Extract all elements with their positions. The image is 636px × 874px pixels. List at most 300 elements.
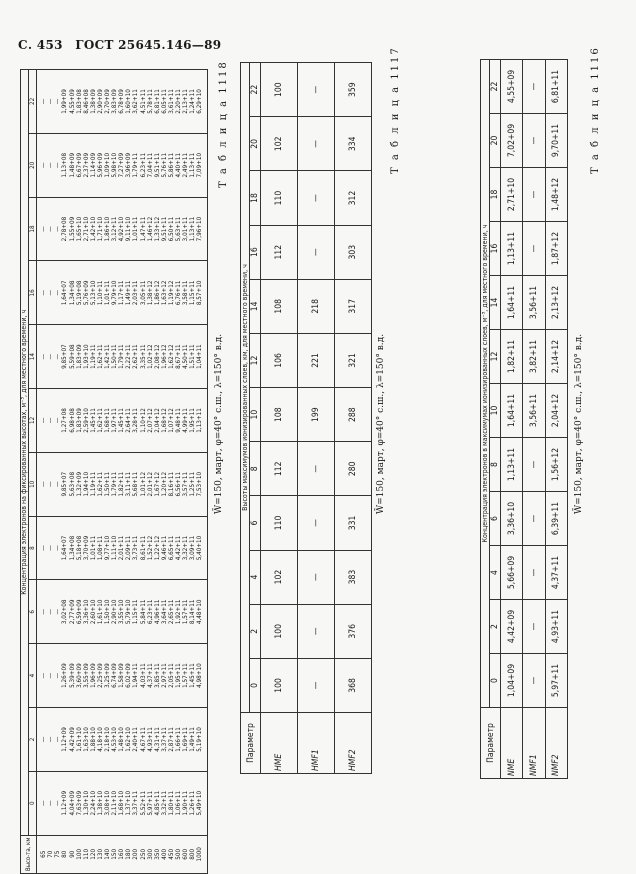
hour-header: 6 (250, 496, 261, 550)
table-cell: 3,36+10 (501, 492, 523, 546)
table-cell: 3,83+09 (111, 89, 119, 114)
table-cell: 1,13+11 (501, 222, 523, 276)
table-cell: 6,29+10 (196, 89, 204, 114)
hour-header: 10 (490, 384, 501, 438)
hour-header: 8 (490, 438, 501, 492)
height-value: 400 (160, 848, 168, 860)
table-cell: 4,99+11 (182, 408, 190, 433)
table-cell: — (54, 481, 62, 488)
table-cell: 1,13+11 (501, 438, 523, 492)
table-cell: 1,96+09 (89, 663, 97, 688)
table-cell: 1,12+09 (61, 727, 69, 752)
table-cell: 5,18+08 (75, 535, 83, 561)
table-cell: 1,94+11 (132, 663, 140, 688)
table-cell: 218 (298, 279, 335, 333)
table-cell: 1,61+10 (96, 599, 104, 625)
table-cell: 1,27+08 (61, 408, 69, 433)
table-cell: 4,04+09 (68, 790, 76, 816)
table-cell: 2,08+12 (153, 344, 161, 369)
table-cell: 2,71+10 (501, 168, 523, 222)
table-cell: 1,87+12 (545, 222, 567, 276)
table-row (261, 63, 298, 774)
table-cell: 4,48+10 (196, 599, 204, 625)
table-cell: 1,94+10 (82, 471, 90, 497)
table-cell: — (54, 162, 62, 169)
hour-column (37, 70, 208, 134)
hour-header: 16 (250, 225, 261, 279)
table-cell: 1,50+11 (104, 471, 112, 497)
table-cell: 1,09+10 (104, 152, 112, 178)
table-cell: — (54, 736, 62, 743)
table-cell: — (47, 226, 55, 232)
table-cell: 1,01+12 (139, 471, 147, 497)
table-cell: 3,60+09 (75, 663, 83, 688)
table-cell: 1,50+10 (104, 599, 112, 625)
table-cell: 2,87+11 (167, 727, 175, 752)
table-cell: 1,47+11 (139, 216, 147, 242)
height-value: 140 (104, 848, 112, 860)
table-cell: 5,13+10 (89, 280, 97, 306)
table-cell: 6,65+11 (167, 535, 175, 561)
table-cell: 2,97+11 (160, 663, 168, 688)
table-cell: 7,04+11 (146, 152, 154, 178)
table-cell: 1,62+11 (96, 408, 104, 433)
table-1116-label: Т а б л и ц а 1116 (590, 46, 601, 174)
table-cell: 1,86+10 (104, 216, 112, 242)
table-cell: 2,65+11 (167, 599, 175, 625)
table-cell: 1,69+11 (182, 727, 190, 752)
table-cell: 3,96+09 (125, 152, 133, 178)
table-cell: 1,12+09 (61, 790, 69, 816)
hour-header: 16 (490, 222, 501, 276)
table-cell: 1,79+11 (132, 152, 140, 178)
table-cell: 1,49+11 (189, 727, 197, 752)
table-cell: 9,79+10 (111, 280, 119, 306)
table-cell: 5,39+09 (68, 663, 76, 688)
table-cell: — (47, 608, 55, 615)
hour-header: 14 (490, 276, 501, 330)
table-cell: — (523, 438, 545, 492)
height-value: 100 (75, 848, 83, 860)
table-cell: — (40, 226, 48, 232)
hour-header: 0 (29, 771, 37, 835)
table-cell: 112 (261, 442, 298, 496)
table-cell: 5,49+10 (196, 790, 204, 816)
hour-header: 22 (29, 70, 37, 134)
table-cell: 1,64+07 (61, 535, 69, 561)
table-cell: 3,82+11 (523, 330, 545, 384)
table-cell: 1,04+09 (501, 654, 523, 708)
table-cell: 1,57+11 (182, 599, 190, 625)
table-cell: 102 (261, 550, 298, 604)
table-cell: — (40, 736, 48, 743)
table-cell: — (298, 604, 335, 658)
table-cell: 4,85+11 (153, 790, 161, 816)
table-cell: 3,32+11 (182, 535, 190, 561)
table-cell: 2,60+10 (89, 599, 97, 625)
table-cell: 1,19+12 (167, 280, 175, 306)
table-cell: 3,05+11 (139, 280, 147, 306)
table-cell: 6,39+11 (545, 492, 567, 546)
table-cell: 5,86+11 (167, 152, 175, 178)
table-cell: 9,77+10 (104, 535, 112, 561)
table-cell: 331 (335, 496, 372, 550)
table-cell: 5,66+09 (501, 546, 523, 600)
table-cell: 1,95+11 (189, 408, 197, 433)
table-cell: 112 (261, 225, 298, 279)
table-cell: 334 (335, 117, 372, 171)
hour-header: 14 (250, 279, 261, 333)
table-cell: 1,86+12 (153, 280, 161, 306)
table-cell: 6,67+09 (75, 152, 83, 178)
table-cell: 1,42+10 (89, 216, 97, 242)
table-cell: 1,68+11 (104, 408, 112, 433)
hour-header: 0 (490, 654, 501, 708)
table-cell: 1,32+09 (75, 471, 83, 497)
table-cell: 9,51+11 (160, 216, 168, 242)
table-cell: 1,45+11 (89, 408, 97, 433)
table-cell: 6,98+08 (68, 408, 76, 433)
table-cell: 1,48+10 (118, 727, 126, 752)
table-cell: 2,04+12 (153, 408, 161, 433)
table-1118-label: Т а б л и ц а 1118 (218, 60, 229, 188)
table-cell: 1,10+12 (139, 408, 147, 433)
table-cell: 1,90+11 (182, 790, 190, 816)
table-cell: 2,11+10 (111, 790, 119, 816)
hour-header: 22 (490, 60, 501, 114)
table-cell: 7,96+10 (196, 216, 204, 242)
table-cell: 280 (335, 442, 372, 496)
table-cell: 2,13+12 (545, 276, 567, 330)
table-cell: 4,51+11 (139, 89, 147, 114)
table-cell: 9,85+07 (61, 471, 69, 497)
table-cell: 1,56+12 (545, 438, 567, 492)
table-cell: — (54, 289, 62, 296)
table-cell: — (40, 545, 48, 551)
table-cell: 5,76+09 (82, 280, 90, 306)
table-cell: 1,38+12 (146, 280, 154, 306)
table-cell: 376 (335, 604, 372, 658)
table-cell: 5,98+10 (111, 152, 119, 178)
hour-header: 16 (29, 261, 37, 325)
hour-column (37, 644, 208, 708)
table-cell: — (54, 608, 62, 615)
table-cell: 1,97+11 (111, 408, 119, 433)
table-cell: 6,50+11 (167, 216, 175, 242)
table-cell: 1,20+12 (160, 471, 168, 497)
table-cell: 1,93+10 (82, 344, 90, 369)
table-cell: — (298, 225, 335, 279)
table-cell: 4,42+11 (174, 535, 182, 561)
table-cell: 1,63+10 (82, 727, 90, 752)
table-cell: 1,30+10 (82, 790, 90, 816)
table-cell: 2,90+09 (96, 89, 104, 114)
table-cell: 3,32+11 (160, 790, 168, 816)
table-cell: 1,10+11 (96, 280, 104, 306)
table-cell: — (47, 800, 55, 807)
table-cell: 1,37+10 (125, 790, 133, 816)
hour-header: 14 (29, 325, 37, 389)
table-cell: 3,57+11 (182, 471, 190, 497)
table-cell: 1,17+11 (118, 280, 126, 306)
table-cell: 4,98+10 (196, 663, 204, 688)
table-cell: 1,88+10 (89, 727, 97, 752)
table-cell: 2,71+10 (82, 216, 90, 242)
hour-header: 4 (29, 644, 37, 708)
table-cell: 221 (298, 333, 335, 387)
table-cell: 6,76+11 (174, 280, 182, 306)
table-cell: 5,19+08 (75, 280, 83, 306)
table-cell: 1,14+09 (89, 152, 97, 178)
table-cell: 6,02+09 (125, 663, 133, 688)
table-cell: 3,37+11 (132, 790, 140, 816)
table-cell: 8,14+11 (189, 599, 197, 625)
table-cell: — (298, 442, 335, 496)
table-cell: 1,02+12 (146, 344, 154, 369)
hour-header: 8 (29, 516, 37, 580)
height-value: 600 (182, 848, 190, 860)
hour-header: 18 (29, 197, 37, 261)
height-value: 160 (118, 848, 126, 860)
height-value: 90 (68, 850, 76, 858)
table-cell: 1,83+09 (75, 408, 83, 433)
table-cell: — (54, 417, 62, 424)
height-value: 120 (89, 848, 97, 860)
table-cell: 1,68+10 (118, 790, 126, 816)
table-cell: 9,48+11 (174, 408, 182, 433)
table-cell: 2,78+08 (61, 216, 69, 242)
table-cell: 6,81+11 (545, 60, 567, 114)
table-cell: 1,61+10 (75, 727, 83, 752)
table-cell: 4,55+09 (68, 89, 76, 114)
table-row (501, 60, 523, 779)
table-cell: 1,08+11 (96, 535, 104, 561)
table-cell: — (54, 226, 62, 232)
table-cell: 1,15+11 (189, 280, 197, 306)
table-cell: 9,70+11 (545, 114, 567, 168)
table-cell: 9,51+11 (153, 152, 161, 178)
table-cell: 3,09+11 (189, 535, 197, 561)
row-parameter: HMF1 (298, 713, 335, 774)
table-cell: — (47, 353, 55, 360)
hour-header: 10 (29, 452, 37, 516)
row-parameter: NMF2 (545, 708, 567, 779)
table-cell: 5,96+09 (96, 152, 104, 178)
table-cell: 1,99+09 (61, 89, 69, 114)
table-cell: 6,78+09 (118, 89, 126, 114)
height-value: 800 (189, 848, 197, 860)
table-cell: — (54, 545, 62, 551)
table-row (523, 60, 545, 779)
table-cell: 7,27+09 (118, 152, 126, 178)
table-cell: 5,63+08 (68, 471, 76, 497)
table-cell: 3,56+11 (523, 384, 545, 438)
table-cell: 2,03+11 (132, 280, 140, 306)
hour-header: 20 (250, 117, 261, 171)
table-cell: 1,26+09 (61, 663, 69, 688)
table-cell: 1,22+12 (153, 535, 161, 561)
hour-header: 8 (250, 442, 261, 496)
height-value: 250 (139, 848, 147, 860)
table-cell: 4,18+10 (96, 727, 104, 752)
height-value: 75 (54, 850, 62, 858)
table-cell: 312 (335, 171, 372, 225)
table-cell: 1,34+08 (68, 280, 76, 306)
table-cell: — (40, 800, 48, 807)
table-cell: 1,42+11 (104, 344, 112, 369)
table-cell: 3,11+11 (125, 471, 133, 497)
table-cell: 359 (335, 63, 372, 117)
table-cell: 100 (261, 63, 298, 117)
table-cell: 2,01+11 (118, 535, 126, 561)
height-value: 80 (61, 850, 69, 858)
hour-column (37, 580, 208, 644)
table-cell: 1,46+12 (146, 216, 154, 242)
table-cell: — (298, 550, 335, 604)
table-cell: 7,02+09 (501, 114, 523, 168)
hour-header: 12 (490, 330, 501, 384)
height-value: 150 (111, 848, 119, 860)
table-cell: 1,71+10 (96, 216, 104, 242)
table-cell: — (54, 672, 62, 679)
table-cell: 1,65+10 (75, 216, 83, 242)
table-cell: 1,62+11 (96, 344, 104, 369)
table-cell: — (40, 289, 48, 296)
table-cell: — (47, 98, 55, 105)
hour-header: 20 (29, 133, 37, 197)
table-cell: 7,63+09 (75, 790, 83, 816)
table-cell: — (40, 608, 48, 615)
table-cell: 1,66+11 (174, 727, 182, 752)
table-cell: 1,11+10 (111, 535, 119, 561)
table-cell: 9,11+10 (125, 216, 133, 242)
table-cell: 1,15+11 (132, 599, 140, 625)
table-cell: — (40, 672, 48, 679)
table-cell: 5,52+11 (139, 790, 147, 816)
table-cell: 3,58+11 (182, 280, 190, 306)
table-cell: 2,37+09 (82, 152, 90, 178)
table-cell: 1,80+11 (167, 790, 175, 816)
table-cell: — (47, 736, 55, 743)
table-cell: — (298, 658, 335, 712)
table-cell: 4,42+09 (68, 727, 76, 752)
table-cell: 3,55+09 (82, 663, 90, 688)
table-cell: 1,13+11 (189, 216, 197, 242)
standard-code: ГОСТ 25645.146—89 (75, 38, 222, 52)
table-cell: 1,38+10 (96, 790, 104, 816)
table-cell: 2,22+11 (125, 344, 133, 369)
table-cell: — (523, 60, 545, 114)
table-cell: 3,55+10 (118, 599, 126, 625)
hour-header: 12 (29, 389, 37, 453)
subcaption: Высоты максимумов ионизированных слоев, км, для местного времени, ч (241, 63, 250, 713)
table-cell: 5,78+11 (146, 89, 154, 114)
height-value: 200 (132, 848, 140, 860)
table-cell: 303 (335, 225, 372, 279)
height-value: 110 (82, 848, 90, 860)
table-cell: 1,24+11 (189, 89, 197, 114)
table-cell: 1,04+11 (196, 344, 204, 369)
table-cell: 3,08+10 (104, 790, 112, 816)
table-cell: — (54, 353, 62, 360)
table-cell: 1,33+12 (153, 216, 161, 242)
table-cell: 4,96+11 (153, 599, 161, 625)
table-cell: 100 (261, 658, 298, 712)
height-value: 500 (174, 848, 182, 860)
table-cell: — (523, 546, 545, 600)
table-cell: 8,57+10 (196, 280, 204, 306)
table-cell: 1,52+12 (146, 535, 154, 561)
table-cell: 3,85+11 (153, 663, 161, 688)
table-cell: 3,35+11 (139, 344, 147, 369)
table-cell: 1,62+11 (96, 471, 104, 497)
table-cell: 5,79+10 (125, 599, 133, 625)
table-cell: 2,25+09 (96, 663, 104, 688)
table-1118-caption: W̄=150, март, φ=40° с.ш., λ=150° в.д. (214, 333, 224, 515)
table-cell: 2,40+11 (132, 727, 140, 752)
table-cell: 7,09+10 (196, 152, 204, 178)
table-cell: 1,64+11 (501, 384, 523, 438)
table-cell: 1,68+12 (160, 408, 168, 433)
hour-header: 0 (250, 658, 261, 712)
table-cell: 5,97+11 (545, 654, 567, 708)
table-cell: 108 (261, 388, 298, 442)
table-cell: 1,55+09 (68, 216, 76, 242)
table-cell: — (523, 114, 545, 168)
table-cell: 3,64+11 (160, 599, 168, 625)
table-cell: 2,49+11 (182, 152, 190, 178)
page-number: С. 453 (18, 38, 63, 52)
table-row (545, 60, 567, 779)
param-header: Параметр (481, 708, 501, 779)
hour-header: 2 (250, 604, 261, 658)
table-cell: — (47, 417, 55, 424)
table-1117 (240, 62, 372, 774)
table-cell: 8,16+11 (167, 471, 175, 497)
hour-column (37, 516, 208, 580)
table-cell: 5,76+11 (160, 152, 168, 178)
table-cell: — (40, 417, 48, 424)
table-cell: 6,56+11 (174, 471, 182, 497)
table-1116 (480, 59, 568, 779)
table-cell: 1,62+10 (125, 727, 133, 752)
table-cell: 102 (261, 117, 298, 171)
hour-header: 18 (250, 171, 261, 225)
table-1117-caption: W̄=150, март, φ=40° с.ш., λ=150° в.д. (376, 333, 386, 515)
table-cell: 2,24+10 (89, 790, 97, 816)
table-cell: 3,56+11 (523, 276, 545, 330)
table-cell: 321 (335, 333, 372, 387)
table-cell: 5,19+10 (196, 727, 204, 752)
table-cell: 1,83+09 (75, 344, 83, 369)
table-cell: 1,49+11 (125, 280, 133, 306)
table-cell: 6,81+11 (153, 89, 161, 114)
table-cell: 1,26+11 (189, 790, 197, 816)
hour-header: 4 (250, 550, 261, 604)
table-1118 (20, 69, 208, 874)
height-value: 65 (40, 850, 48, 858)
hour-header: 2 (29, 708, 37, 772)
table-cell: — (47, 672, 55, 679)
hour-column (37, 133, 208, 197)
table-cell: 110 (261, 496, 298, 550)
table-cell: 1,62+12 (167, 344, 175, 369)
table-cell: 1,83+08 (75, 89, 83, 114)
table-cell: 1,57+11 (182, 663, 190, 688)
table-cell: 3,36+10 (82, 599, 90, 625)
table-cell: 110 (261, 171, 298, 225)
table-cell: 4,37+11 (146, 663, 154, 688)
